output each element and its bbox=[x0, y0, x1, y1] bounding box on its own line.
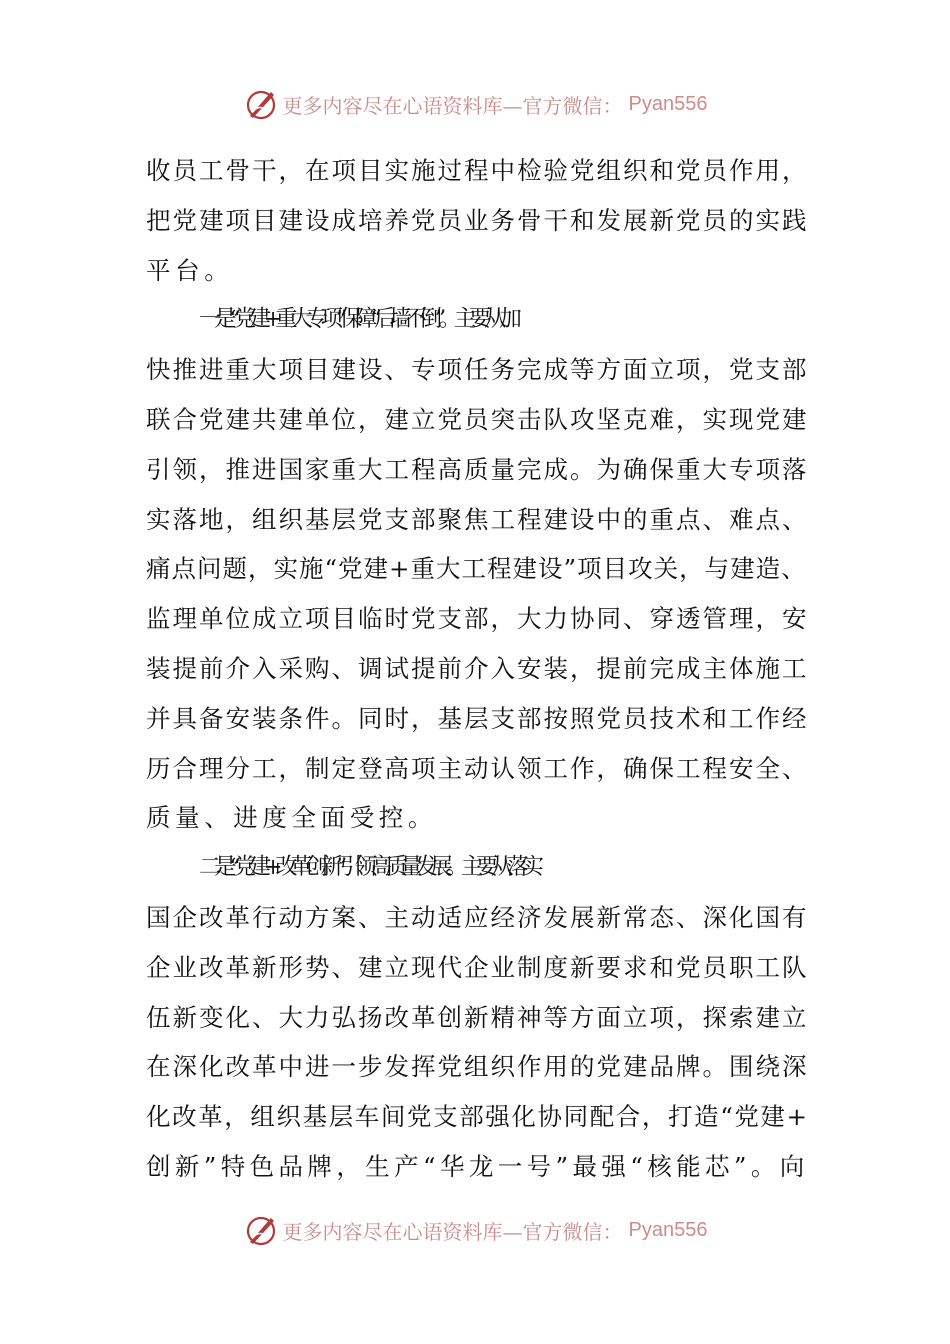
document-line: 引领，推进国家重大工程高质量完成。为确保重大专项落 bbox=[146, 454, 809, 484]
banner-text: 更多内容尽在心语资料库—官方微信： bbox=[282, 1219, 623, 1244]
pen-circle-logo-icon bbox=[243, 1212, 279, 1248]
document-line: 国企改革行动方案、主动适应经济发展新常态、深化国有 bbox=[146, 902, 809, 932]
document-line: 装提前介入采购、调试提前介入安装，提前完成主体施工 bbox=[146, 653, 809, 683]
footer-watermark-banner bbox=[0, 1212, 950, 1248]
wechat-id: Pyan556 bbox=[628, 92, 708, 115]
pen-circle-logo-icon bbox=[243, 86, 279, 122]
wechat-id: Pyan556 bbox=[628, 1218, 708, 1241]
document-line: 二是“党建+改革创新”引领高质量发展。主要从落实 bbox=[199, 854, 537, 881]
document-line: 伍新变化、大力弘扬改革创新精神等方面立项，探索建立 bbox=[146, 1002, 809, 1032]
document-line: 平台。 bbox=[146, 255, 234, 285]
document-line: 痛点问题，实施“党建+重大工程建设”项目攻关，与建造、 bbox=[146, 554, 807, 584]
document-line: 历合理分工，制定登高项主动认领工作，确保工程安全、 bbox=[146, 753, 809, 783]
header-watermark-banner bbox=[0, 86, 950, 122]
document-line: 并具备安装条件。同时，基层支部按照党员技术和工作经 bbox=[146, 703, 809, 733]
document-body bbox=[146, 146, 810, 1192]
document-line: 创新”特色品牌，生产“华龙一号”最强“核能芯”。向 bbox=[146, 1151, 809, 1181]
document-line: 联合党建共建单位，建立党员突击队攻坚克难，实现党建 bbox=[146, 404, 809, 434]
banner-text: 更多内容尽在心语资料库—官方微信： bbox=[282, 93, 623, 118]
document-line: 在深化改革中进一步发挥党组织作用的党建品牌。围绕深 bbox=[146, 1052, 809, 1082]
document-line: 把党建项目建设成培养党员业务骨干和发展新党员的实践 bbox=[146, 205, 809, 235]
document-line: 企业改革新形势、建立现代企业制度新要求和党员职工队 bbox=[146, 952, 809, 982]
document-line: 一是“党建+重大专项”保障“后墙不倒”。主要从加 bbox=[199, 306, 515, 333]
document-line: 化改革，组织基层车间党支部强化协同配合，打造“党建+ bbox=[146, 1102, 809, 1132]
document-line: 实落地，组织基层党支部聚焦工程建设中的重点、难点、 bbox=[146, 504, 809, 534]
document-line: 监理单位成立项目临时党支部，大力协同、穿透管理，安 bbox=[146, 604, 809, 634]
document-line: 收员工骨干，在项目实施过程中检验党组织和党员作用， bbox=[146, 156, 809, 185]
document-line: 质量、进度全面受控。 bbox=[146, 803, 437, 833]
document-line: 快推进重大项目建设、专项任务完成等方面立项，党支部 bbox=[146, 355, 809, 385]
